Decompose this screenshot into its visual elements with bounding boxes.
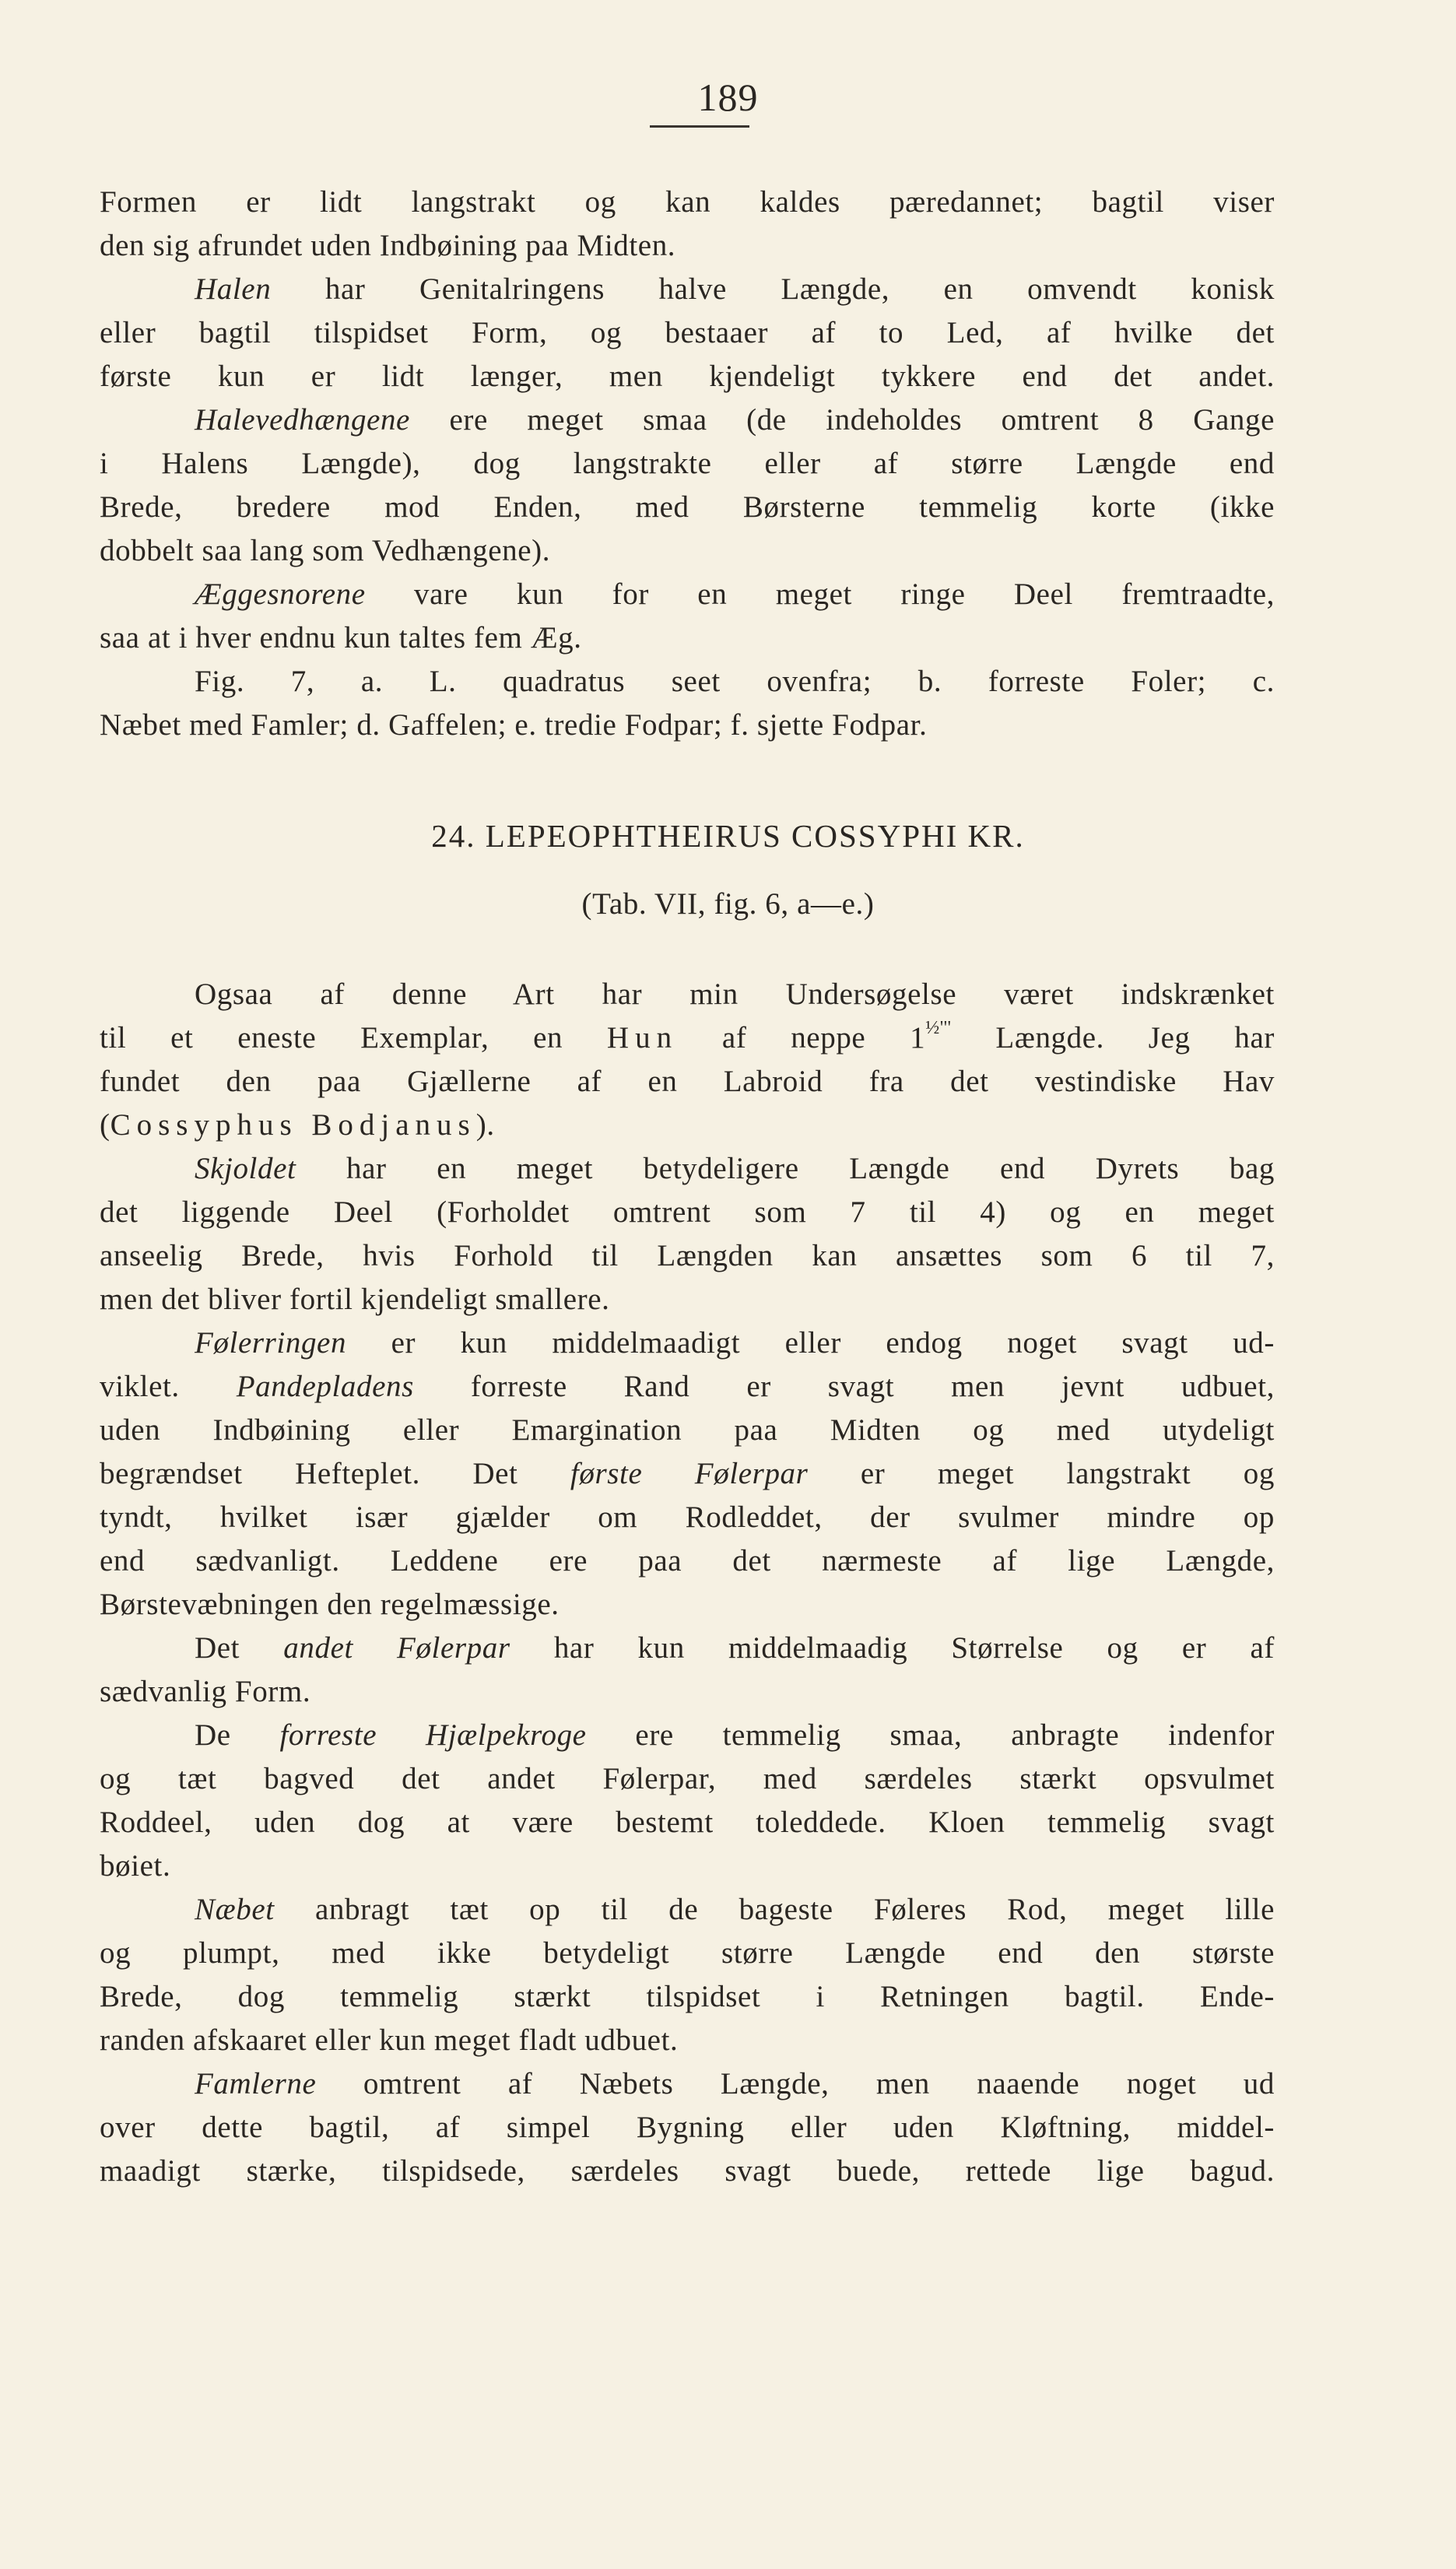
text-line: randen afskaaret eller kun meget fladt udbuet.: [100, 2023, 679, 2057]
figure-caption: Næbet med Famler; d. Gaffelen; e. tredie Fodpar; f. sjette Fodpar.: [100, 708, 928, 742]
text-line: Brede, dog temmelig stærkt tilspidset i Retningen bagtil. Ende-: [100, 1980, 1275, 2013]
spaced-word: Hun: [606, 1021, 679, 1055]
fraction: ½''': [925, 1018, 952, 1038]
text-line: (Cossyphus Bodjanus).: [100, 1108, 495, 1142]
spaced-species-name: Cossyphus Bodjanus: [110, 1108, 476, 1142]
text-line: viklet. Pandepladens forreste Rand er svagt men jevnt udbuet,: [100, 1370, 1275, 1403]
text-line: Halevedhængene ere meget smaa (de indeholdes omtrent 8 Gange: [195, 403, 1275, 437]
term-italic: Æggesnorene: [195, 577, 366, 611]
term-italic: Følerringen: [195, 1326, 347, 1360]
text-line: dobbelt saa lang som Vedhængene).: [100, 534, 551, 567]
text-line: De forreste Hjælpekroge ere temmelig smaa, anbragte indenfor: [195, 1718, 1275, 1752]
text-line: første kun er lidt længer, men kjendeligt tykkere end det andet.: [100, 360, 1275, 393]
text-line: uden Indbøining eller Emargination paa Midten og med utydeligt: [100, 1413, 1275, 1447]
text-line: Børstevæbningen den regelmæssige.: [100, 1588, 560, 1621]
page-number-rule: [650, 125, 749, 128]
text-line: det liggende Deel (Forholdet omtrent som 7 til 4) og en meget: [100, 1195, 1275, 1229]
term-italic: første Følerpar: [570, 1457, 809, 1490]
text-line: saa at i hver endnu kun taltes fem Æg.: [100, 621, 582, 655]
text-line: og plumpt, med ikke betydeligt større Længde end den største: [100, 1936, 1275, 1970]
term-italic: andet Følerpar: [283, 1631, 510, 1665]
text-line: Det andet Følerpar har kun middelmaadig Størrelse og er af: [195, 1631, 1275, 1665]
text-line: end sædvanligt. Leddene ere paa det nærmeste af lige Længde,: [100, 1544, 1275, 1578]
text-line: Roddeel, uden dog at være bestemt toleddede. Kloen temmelig svagt: [100, 1806, 1275, 1839]
term-italic: Halen: [195, 272, 272, 306]
page-number: 189: [697, 75, 759, 119]
text-line: den sig afrundet uden Indbøining paa Midten.: [100, 229, 676, 262]
text-line: bøiet.: [100, 1849, 171, 1883]
text-line: Skjoldet har en meget betydeligere Længde end Dyrets bag: [195, 1152, 1275, 1185]
text-line: Halen har Genitalringens halve Længde, en omvendt konisk: [195, 272, 1275, 306]
text-line: Formen er lidt langstrakt og kan kaldes pæredannet; bagtil viser: [100, 185, 1275, 219]
text-line: og tæt bagved det andet Følerpar, med særdeles stærkt opsvulmet: [100, 1762, 1275, 1795]
text-line: eller bagtil tilspidset Form, og bestaaer af to Led, af hvilke det: [100, 316, 1275, 349]
text-line: begrændset Hefteplet. Det første Følerpar er meget langstrakt og: [100, 1457, 1275, 1490]
text-line: til et eneste Exemplar, en Hun af neppe $1^{\frac{1}{2}'''}$ Længde. Jeg har: [100, 1018, 1275, 1055]
text-line: Næbet anbragt tæt op til de bageste Føleres Rod, meget lille: [195, 1893, 1275, 1926]
text-line: Famlerne omtrent af Næbets Længde, men naaende noget ud: [195, 2067, 1275, 2100]
text-line: Æggesnorene vare kun for en meget ringe Deel fremtraadte,: [195, 577, 1275, 611]
text-line: fundet den paa Gjællerne af en Labroid fra det vestindiske Hav: [100, 1065, 1275, 1098]
term-italic: Skjoldet: [195, 1152, 296, 1185]
term-italic: Pandepladens: [236, 1370, 414, 1403]
plate-reference: (Tab. VII, fig. 6, a—e.): [581, 887, 875, 921]
text-line: tyndt, hvilket især gjælder om Rodleddet, der svulmer mindre op: [100, 1500, 1275, 1534]
text-line: over dette bagtil, af simpel Bygning eller uden Kløftning, middel-: [100, 2111, 1275, 2144]
text-line: i Halens Længde), dog langstrakte eller af større Længde end: [100, 447, 1275, 480]
term-italic: Halevedhængene: [195, 403, 410, 437]
text-line: men det bliver fortil kjendeligt smallere.: [100, 1283, 610, 1316]
term-italic: Famlerne: [195, 2067, 317, 2100]
term-italic: Næbet: [195, 1893, 275, 1926]
text-line: maadigt stærke, tilspidsede, særdeles svagt buede, rettede lige bagud.: [100, 2154, 1275, 2188]
text-line: Brede, bredere mod Enden, med Børsterne temmelig korte (ikke: [100, 490, 1275, 524]
text-line: Følerringen er kun middelmaadigt eller endog noget svagt ud-: [195, 1326, 1275, 1360]
text-line: sædvanlig Form.: [100, 1675, 311, 1708]
text-line: anseelig Brede, hvis Forhold til Længden kan ansættes som 6 til 7,: [100, 1239, 1275, 1272]
figure-caption: Fig. 7, a. L. quadratus seet ovenfra; b. forreste Foler; c.: [195, 665, 1275, 698]
term-italic: forreste Hjælpekroge: [279, 1718, 587, 1752]
species-heading: 24. LEPEOPHTHEIRUS COSSYPHI KR.: [431, 818, 1025, 854]
text-line: Ogsaa af denne Art har min Undersøgelse været indskrænket: [195, 977, 1275, 1011]
